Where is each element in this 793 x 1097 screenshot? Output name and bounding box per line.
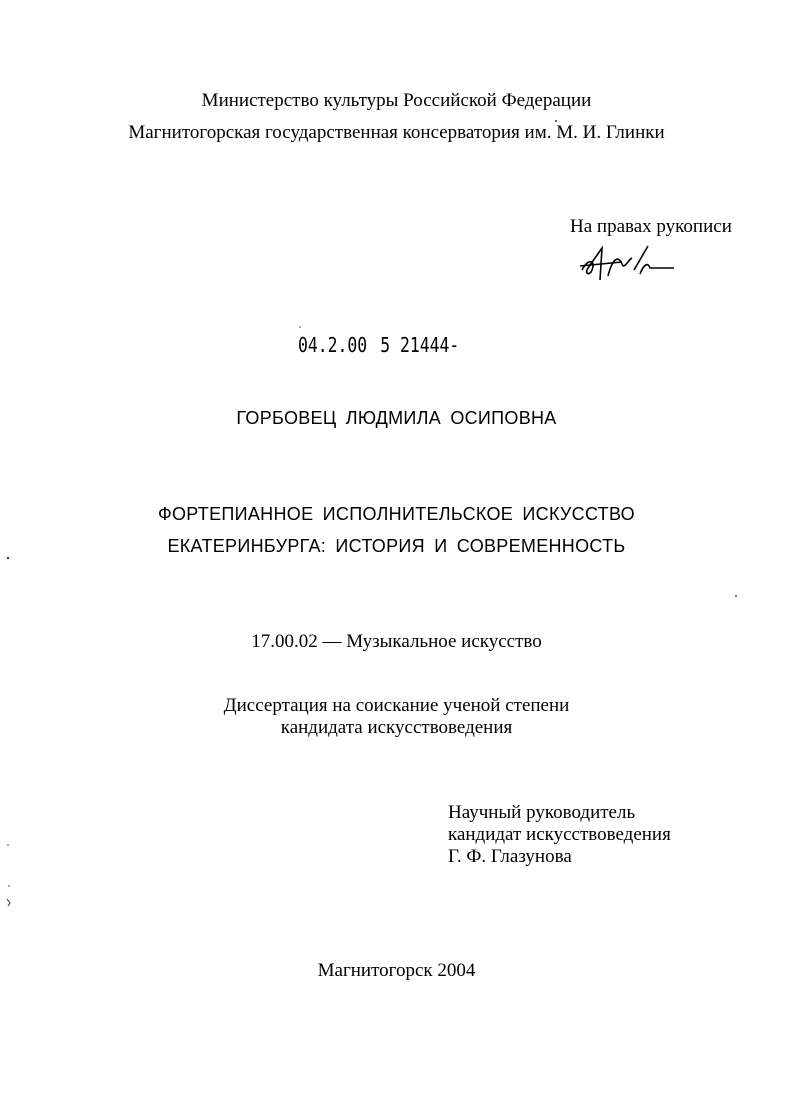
ministry-line: Министерство культуры Российской Федерации bbox=[201, 90, 592, 111]
institution-line: Магнитогорская государственная консерватория им. М. И. Глинки bbox=[128, 122, 665, 143]
degree-line-2: кандидата искусствоведения bbox=[280, 717, 513, 738]
advisor-role: Научный руководитель bbox=[448, 802, 636, 823]
specialty-line: 17.00.02 — Музыкальное искусство bbox=[251, 631, 542, 652]
title-line-1: ФОРТЕПИАННОЕ ИСПОЛНИТЕЛЬСКОЕ ИСКУССТВО bbox=[158, 504, 635, 524]
handwritten-signature-icon bbox=[578, 240, 682, 284]
advisor-title: кандидат искусствоведения bbox=[448, 824, 671, 845]
title-line-2: ЕКАТЕРИНБУРГА: ИСТОРИЯ И СОВРЕМЕННОСТЬ bbox=[167, 536, 626, 556]
degree-line-1: Диссертация на соискание ученой степени bbox=[223, 695, 570, 716]
advisor-name: Г. Ф. Глазунова bbox=[448, 846, 572, 867]
stamp-number: 5 21444- bbox=[380, 333, 460, 357]
place-and-year: Магнитогорск 2004 bbox=[317, 960, 476, 981]
stamp-code: 04.2.00 bbox=[298, 333, 368, 357]
registration-stamp bbox=[298, 333, 459, 357]
author-name: ГОРБОВЕЦ ЛЮДМИЛА ОСИПОВНА bbox=[236, 408, 557, 428]
rights-note: На правах рукописи bbox=[570, 216, 732, 237]
